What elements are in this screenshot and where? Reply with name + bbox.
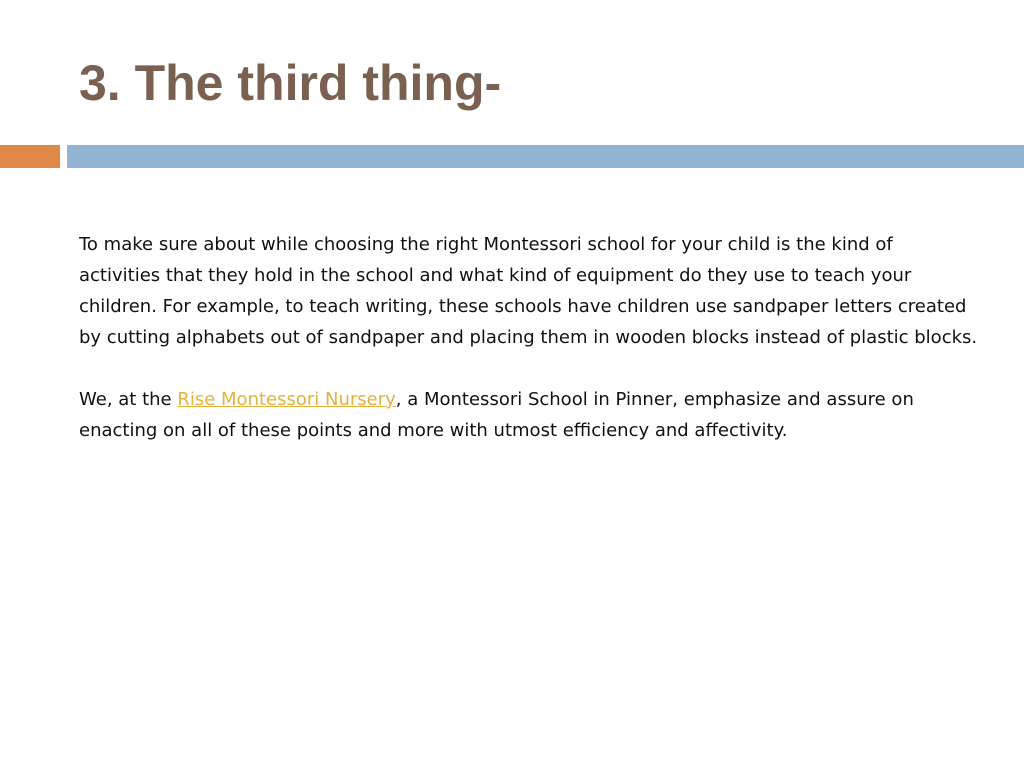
slide-title: 3. The third thing- [79,55,502,111]
slide-body [79,229,979,446]
title-accent-bar-blue [67,145,1024,168]
title-accent-bar-orange [0,145,60,168]
body-paragraph-2 [79,384,979,446]
rise-montessori-nursery-link[interactable]: Rise Montessori Nursery [177,389,396,410]
paragraph-2-rest: , a Montessori School in Pinner, emphasize and assure on enacting on all of these points and more with utmost efficiency and affectivity. [79,389,914,441]
body-paragraph-1: To make sure about while choosing the right Montessori school for your child is the kind of activities that they hold in the school and what kind of equipment do they use to teach your children. For example, to teach writing, these schools have children use sandpaper letters created by cutting alphabets out of sandpaper and placing them in wooden blocks instead of plastic blocks. [79,234,978,348]
paragraph-2-intro: We, at the [79,389,178,410]
